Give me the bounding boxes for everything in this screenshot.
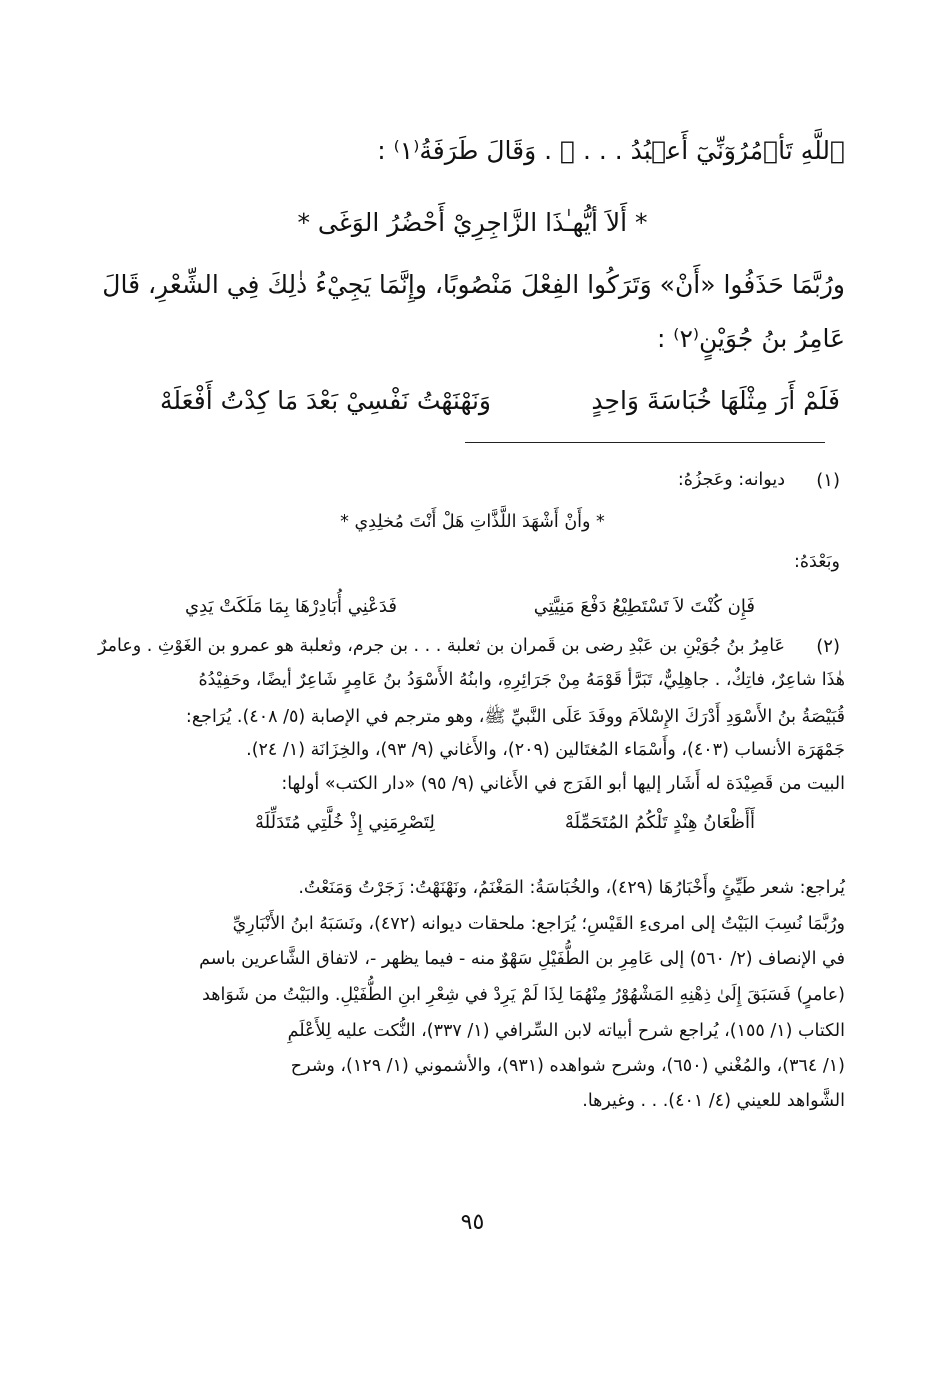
footnote-2-line: البيت من قَصِيْدَة له أَشَار إليها أبو الفَرَج في الأَغاني (٩/ ٩٥) «دار الكتب» أولها: <box>281 774 845 794</box>
footnote-2-number: (٢) <box>816 636 840 657</box>
footnote-1-verse-second: فَدَعْنِي أُبَادِرْهَا بِمَا مَلَكَتْ يَدِي <box>185 595 397 617</box>
footnote-1-hemistich: * وأَنْ أَشْهَدَ اللَّذَّاتِ هَلْ أَنْتَ مُخلِدِي * <box>340 512 605 532</box>
footnote-2-line: عَامِرُ بنُ جُوَيْنِ بن عَبْدِ رضى بن قَمران بن ثعلبة . . . بن جرم، وثعلبة هو عمرو بن الغَوْثِ . وعامرٌ <box>97 636 785 656</box>
main-line-4: عَامِرُ بنُ جُوَيْنٍ⁽٢⁾ : <box>656 324 845 353</box>
footnote-2-line: (عامرٍ) فَسَبَقَ إِلَىٰ ذِهْنِهِ المَشْهُوْرُ مِنْهُمَا لِذَا لَمْ يَرِدْ في شِعْرِ ابنِ الطُّفَيْلِ. والبَيْتُ من شَوَاهد <box>202 985 845 1005</box>
page-number: ٩٥ <box>460 1210 485 1235</box>
footnote-2-line: (١/ ٣٦٤)، والمُغْني (٦٥٠)، وشرح شواهده (٩٣١)، والأشموني (١/ ١٢٩)، وشرح <box>290 1056 845 1076</box>
footnote-separator <box>465 442 825 443</box>
footnote-2-line: الشَّواهد للعيني (٤/ ٤٠١). . . وغيرها. <box>582 1091 845 1111</box>
footnote-2-line: في الإنصاف (٢/ ٥٦٠) إلى عَامِرِ بن الطُّفَيْلِ سَهْوٌ منه - فيما يظهر -، لاتفاق الشَّاعرين باسم <box>199 949 845 969</box>
footnote-2-line: يُراجع: شعر طَيِّئٍ وأَخْبَارُهَا (٤٢٩)، والخُبَاسَةُ: المَغْنَمُ، ونَهْنَهْتُ: زَجَرْتُ وَمَنَعْتُ. <box>298 878 845 898</box>
footnote-2-line: قُبَيْصَةُ بنُ الأَسْوَدِ أَدْرَكَ الإِسْلاَمَ ووفَدَ عَلَى النَّبيِّ ﷺ، وهو مترجم في الإصابة (٥/ ٤٠٨). يُرَاجع: <box>185 707 845 727</box>
footnote-2-verse <box>255 806 755 838</box>
main-verse-second-hemistich: وَنَهْنَهْتُ نَفْسِيْ بَعْدَ مَا كِدْتُ أَفْعَلَهْ <box>160 385 491 415</box>
footnote-1-verse-first: فَإِن كُنْتَ لاَ تَسْتَطِيْعُ دَفْعَ مَنِيَّتِي <box>533 595 755 617</box>
footnote-2-verse-first: أَأَظْعَانُ هِنْدٍ تَلْكُمُ المُتَحَمِّلَهْ <box>564 811 755 833</box>
footnote-2-line: ورُبَّمَا نُسِبَ البَيْتُ إلى امرىءِ القَيْسِ؛ يُرَاجع: ملحقات ديوانه (٤٧٢)، ونَسَبَهُ ابنُ الأَنْبَارِيِّ <box>232 914 845 934</box>
footnote-2-line: جَمْهَرَة الأنساب (٤٠٣)، وأَسْمَاء المُغتَالين (٢٠٩)، والأَغاني (٩/ ٩٣)، والخِزَانَة (١/ ٢٤). <box>246 740 845 760</box>
main-verse-first-hemistich: فَلَمْ أَرَ مِثْلَهَا خُبَاسَةَ وَاحِدٍ <box>591 385 840 415</box>
footnote-2-verse-second: لِتَصْرِمَنِي إِذْ خُلَّتِي مُتَدَلِّلَهْ <box>255 811 435 833</box>
footnote-1-after-label: وبَعْدَهُ: <box>793 552 840 572</box>
footnote-2-line: الكتاب (١/ ١٥٥)، يُراجع شرح أبياته لابن السِّرافي (١/ ٣٣٧)، النُّكت عليه لِلأَعْلَمِ <box>287 1021 845 1041</box>
footnote-2-line: هٰذَا شاعِرٌ، فاتِكٌ، . جاهِلِيٌّ، تَبَرَّأ قَوْمَهُ مِنْ جَرَائِرِهِ، وابنُهُ الأَسْوَدُ بنُ عَامِرٍ شَاعِرٌ أيضًا، وحَفِيْدُهُ <box>198 670 845 690</box>
footnote-1-verse <box>185 590 755 622</box>
footnote-1-intro: ديوانه: وعَجزُهُ: <box>677 470 785 490</box>
main-line-3: ورُبَّمَا حَذَفُوا «أَنْ» وَتَرَكُوا الفِعْلَ مَنْصُوبًا، وإِنَّمَا يَجِيْءُ ذٰلِكَ فِي الشِّعْرِ، قَالَ <box>102 270 845 299</box>
main-line-1: ٱللَّهِ تَأۡمُرُوٓنِّيٓ أَعۡبُدُ . . . ﴾ . وَقَالَ طَرَفَةُ⁽١⁾ : <box>377 136 845 165</box>
main-verse <box>160 378 840 422</box>
footnote-1-number: (١) <box>816 470 840 491</box>
main-hemistich: * أَلاَ أيُّهـٰذَا الزَّاجِرِيْ أَحْضُرُ الوَغَى * <box>297 208 648 237</box>
